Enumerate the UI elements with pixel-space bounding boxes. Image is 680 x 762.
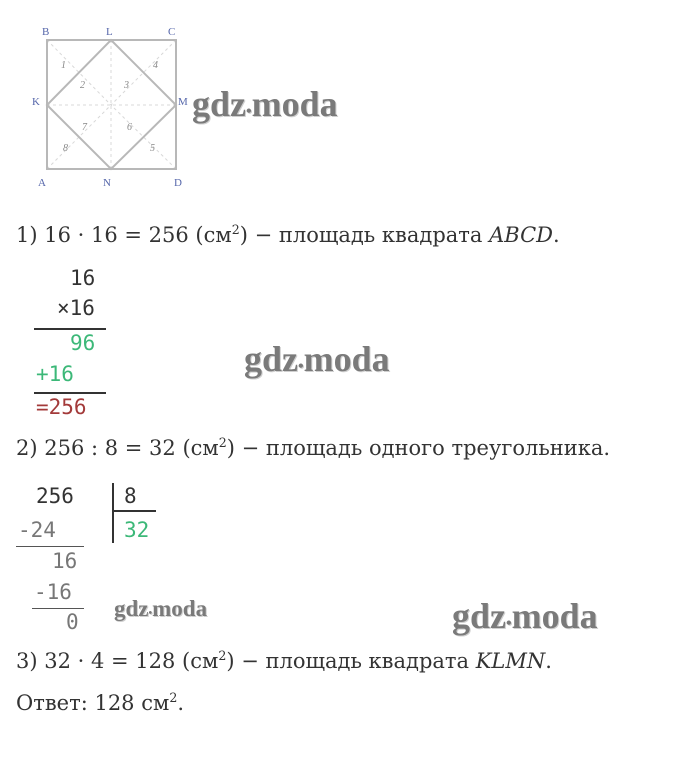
div-line-2 [32, 608, 84, 609]
watermark-1: gdz•moda [192, 84, 338, 124]
div-vertical-line [112, 483, 114, 543]
region-4: 4 [153, 60, 158, 71]
region-5: 5 [150, 143, 155, 154]
region-1: 1 [61, 60, 66, 71]
watermark-4: gdz•moda [452, 596, 598, 636]
div-quotient: 32 [124, 518, 150, 542]
watermark-2: gdz•moda [244, 339, 390, 379]
vertex-n: N [103, 177, 111, 189]
mult-partial-2: +16 [36, 362, 74, 386]
vertex-d: D [174, 177, 182, 189]
region-6: 6 [127, 122, 132, 133]
div-line-1 [16, 546, 84, 547]
div-divisor-line [114, 510, 156, 512]
mult-line-1 [34, 328, 106, 330]
mult-partial-1: 96 [70, 331, 96, 355]
watermark-3: gdz•moda [114, 596, 208, 621]
mult-factor-b: ×16 [57, 296, 95, 320]
vertex-m: M [178, 96, 188, 108]
div-divisor: 8 [124, 484, 137, 508]
vertex-l: L [106, 26, 113, 38]
step-3: 3) 32 · 4 = 128 $(см^2)$ − площадь квадрата KLMN. [16, 648, 552, 673]
region-2: 2 [80, 80, 85, 91]
region-8: 8 [63, 143, 68, 154]
vertex-b: B [42, 26, 50, 38]
div-subtract-2: -16 [34, 580, 72, 604]
div-dividend: 256 [36, 484, 74, 508]
div-remainder-1: 16 [52, 549, 78, 573]
mult-line-2 [34, 392, 106, 394]
div-subtract-1: -24 [18, 518, 56, 542]
vertex-a: A [38, 177, 46, 189]
region-7: 7 [82, 122, 87, 133]
vertex-k: K [32, 96, 40, 108]
div-remainder-2: 0 [66, 610, 79, 634]
mult-factor-a: 16 [70, 266, 96, 290]
square-diagram [0, 0, 200, 200]
step-1: 1) 16 · 16 = 256 $(см^2)$ − площадь квадрата ABCD. [16, 222, 560, 247]
answer: Ответ: 128 $см^2$. [16, 690, 185, 715]
mult-result: =256 [36, 395, 87, 419]
step-2: 2) 256 : 8 = 32 $(см^2)$ − площадь одного треугольника. [16, 435, 611, 460]
region-3: 3 [124, 80, 129, 91]
vertex-c: C [168, 26, 176, 38]
